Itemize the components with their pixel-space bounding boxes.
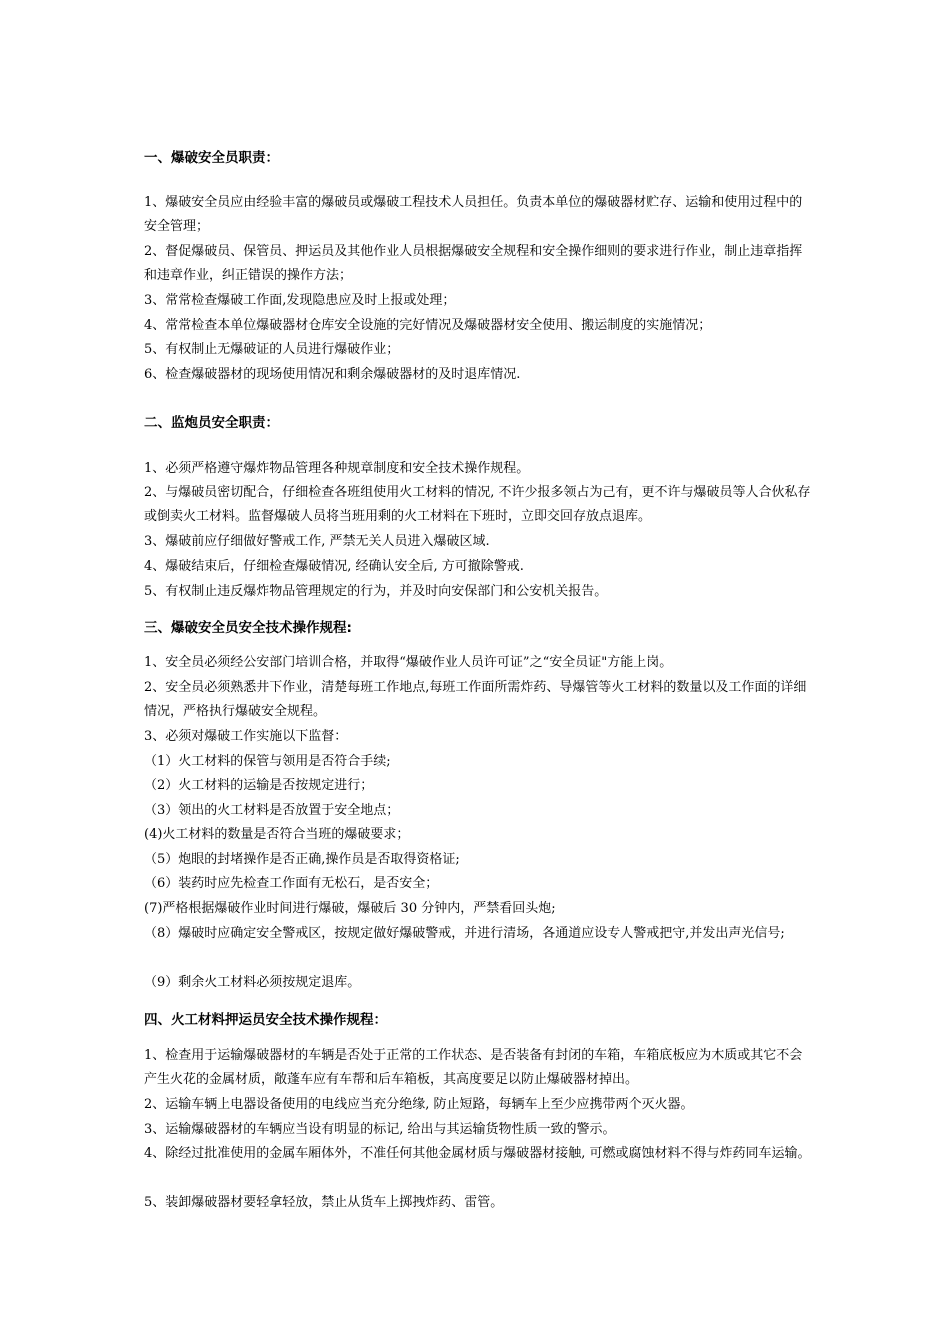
paragraph: （1）火工材料的保管与领用是否符合手续;	[144, 754, 391, 769]
paragraph: 1、检查用于运输爆破器材的车辆是否处于正常的工作状态、是否装备有封闭的车箱，车箱底板应为木质或其它不会产生火花的金属材质，敞蓬车应有车帮和后车箱板，其高度要足以防止爆破器材掉出。	[144, 1048, 803, 1088]
paragraph: 4、除经过批准使用的金属车厢体外，不准任何其他金属材质与爆破器材接触, 可燃或腐蚀材料不得与炸药同车运输。	[144, 1146, 811, 1161]
paragraph: (7)严格根据爆破作业时间进行爆破，爆破后 30 分钟内，严禁看回头炮;	[144, 901, 556, 916]
paragraph: 5、有权制止违反爆炸物品管理规定的行为，并及时向安保部门和公安机关报告。	[144, 584, 608, 599]
paragraph: 5、装卸爆破器材要轻拿轻放，禁止从货车上掷拽炸药、雷管。	[144, 1195, 504, 1210]
paragraph: 2、与爆破员密切配合，仔细检查各班组使用火工材料的情况, 不许少报多领占为己有，更不许与爆破员等人合伙私存或倒卖火工材料。监督爆破人员将当班用剩的火工材料在下班时，立即交回存放点退库。	[144, 485, 811, 525]
paragraph: 6、检查爆破器材的现场使用情况和剩余爆破器材的及时退库情况.	[144, 367, 521, 382]
paragraph: （5）炮眼的封堵操作是否正确,操作员是否取得资格证;	[144, 852, 460, 867]
section-heading: 一、爆破安全员职责：	[144, 150, 279, 166]
section-heading: 四、火工材料押运员安全技术操作规程：	[144, 1012, 387, 1028]
paragraph: 5、有权制止无爆破证的人员进行爆破作业；	[144, 342, 400, 357]
paragraph: 3、常常检查爆破工作面,发现隐患应及时上报或处理；	[144, 293, 456, 308]
paragraph: 3、运输爆破器材的车辆应当设有明显的标记, 给出与其运输货物性质一致的警示。	[144, 1122, 616, 1137]
paragraph: 3、爆破前应仔细做好警戒工作, 严禁无关人员进入爆破区域.	[144, 534, 490, 549]
paragraph: （6）装药时应先检查工作面有无松石，是否安全；	[144, 876, 439, 891]
paragraph: 1、必须严格遵守爆炸物品管理各种规章制度和安全技术操作规程。	[144, 461, 530, 476]
paragraph: （9）剩余火工材料必须按规定退库。	[144, 975, 361, 990]
section-heading: 三、爆破安全员安全技术操作规程:	[144, 620, 352, 636]
paragraph: （8）爆破时应确定安全警戒区，按规定做好爆破警戒，并进行清场，各通道应设专人警戒把守,并发出声光信号;	[144, 926, 785, 941]
paragraph: 3、必须对爆破工作实施以下监督：	[144, 729, 348, 744]
paragraph: 1、安全员必须经公安部门培训合格，并取得“爆破作业人员许可证”之“安全员证"方能上岗。	[144, 655, 673, 670]
paragraph: (4)火工材料的数量是否符合当班的爆破要求；	[144, 827, 410, 842]
section-heading: 二、监炮员安全职责：	[144, 415, 279, 431]
paragraph: 1、爆破安全员应由经验丰富的爆破员或爆破工程技术人员担任。负责本单位的爆破器材贮存、运输和使用过程中的安全管理；	[144, 195, 803, 235]
paragraph: 4、爆破结束后，仔细检查爆破情况, 经确认安全后, 方可撤除警戒.	[144, 559, 524, 574]
paragraph: 2、运输车辆上电器设备使用的电线应当充分绝缘, 防止短路，每辆车上至少应携带两个灭火器。	[144, 1097, 694, 1112]
paragraph: （2）火工材料的运输是否按规定进行；	[144, 778, 374, 793]
paragraph: 2、督促爆破员、保管员、押运员及其他作业人员根据爆破安全规程和安全操作细则的要求进行作业，制止违章指挥和违章作业，纠正错误的操作方法；	[144, 244, 803, 284]
paragraph: 2、安全员必须熟悉井下作业，清楚每班工作地点,每班工作面所需炸药、导爆管等火工材料的数量以及工作面的详细情况，严格执行爆破安全规程。	[144, 680, 807, 720]
paragraph: （3）领出的火工材料是否放置于安全地点；	[144, 803, 400, 818]
paragraph: 4、常常检查本单位爆破器材仓库安全设施的完好情况及爆破器材安全使用、搬运制度的实施情况；	[144, 318, 712, 333]
